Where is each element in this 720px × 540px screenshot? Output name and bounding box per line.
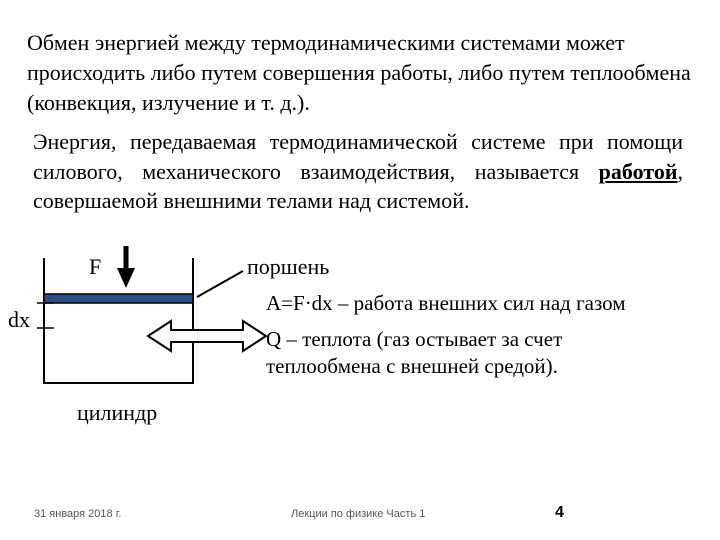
dx-label: dx xyxy=(8,307,30,332)
footer-course: Лекции по физике Часть 1 xyxy=(291,508,426,520)
piston-label: поршень xyxy=(247,254,330,279)
heat-description: Q – теплота (газ остывает за счет теплообмена с внешней средой). xyxy=(266,327,563,378)
intro-paragraph: Обмен энергией между термодинамическими системами может происходить либо путем совершения работы, либо путем теплообмена (конвекция, излучение и т. д.). xyxy=(27,30,691,115)
page-number: 4 xyxy=(555,504,564,521)
piston xyxy=(44,294,193,303)
definition-term: работой xyxy=(598,158,678,184)
force-label: F xyxy=(89,254,102,279)
piston-pointer xyxy=(197,271,243,297)
heat-double-arrow xyxy=(148,321,266,351)
force-arrow xyxy=(117,246,135,288)
cylinder-label: цилиндр xyxy=(77,400,158,425)
footer-date: 31 января 2018 г. xyxy=(34,508,122,520)
definition-text-after: , совершаемой внешними телами над системой. xyxy=(33,158,683,213)
definition-text-before: Энергия, передаваемая термодинамической системе при помощи силового, механического взаимодействия, называется xyxy=(33,129,683,184)
work-formula: A=F·dx – работа внешних сил над газом xyxy=(266,291,626,315)
